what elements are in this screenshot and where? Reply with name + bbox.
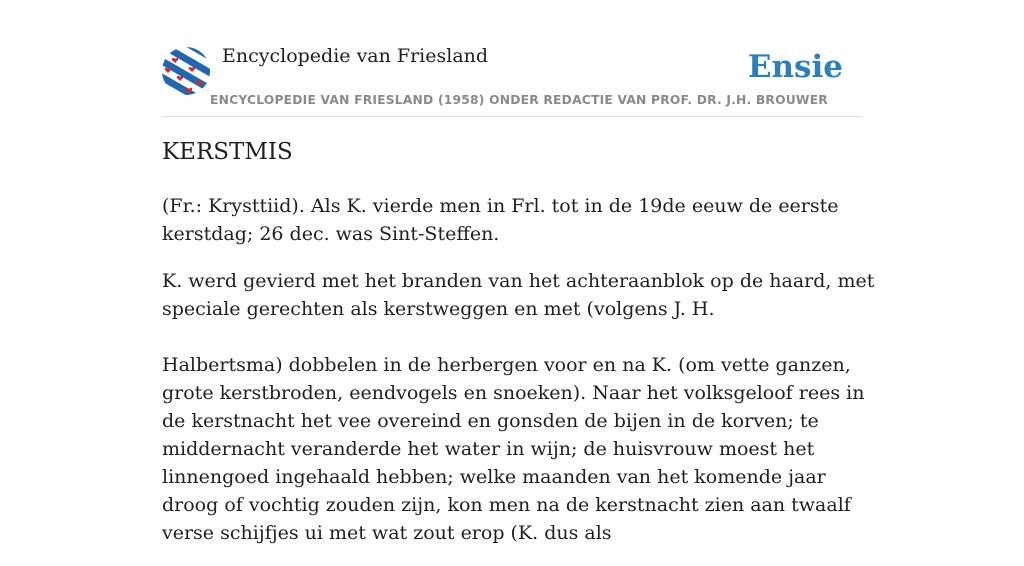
article-paragraph: Halbertsma) dobbelen in de herbergen voor en na K. (om vette ganzen, grote kerstbroden, eendvogels en snoeken). Naar het volksgeloof rees in de kerstnacht het vee overeind en gonsden de bijen in de korven; te middernacht veranderde het water in wijn; de huisvrouw moest het linnengoed ingehaald hebben; welke maanden van het komende jaar droog of vochtig zouden zijn, kon men na de kerstnacht zien aan twaalf verse schijfjes ui met wat zout erop (K. dus als bbox=[162, 354, 865, 544]
site-title[interactable]: Encyclopedie van Friesland bbox=[222, 45, 489, 67]
article-body bbox=[162, 192, 882, 566]
frisian-flag-icon[interactable] bbox=[162, 47, 210, 95]
site-header bbox=[162, 0, 862, 117]
article-paragraph: (Fr.: Krysttiid). Als K. vierde men in Frl. tot in de 19de eeuw de eerste kerstdag; 26 dec. was Sint-Steffen. bbox=[162, 195, 839, 245]
ensie-logo[interactable]: Ensie bbox=[747, 49, 843, 85]
article-paragraph: K. werd gevierd met het branden van het achteraanblok op de haard, met speciale gerechten als kerstweggen en met (volgens J. H. bbox=[162, 270, 875, 320]
encyclopedia-subtitle: ENCYCLOPEDIE VAN FRIESLAND (1958) ONDER REDACTIE VAN PROF. DR. J.H. BROUWER bbox=[210, 93, 828, 107]
article-title: KERSTMIS bbox=[162, 139, 293, 165]
page bbox=[162, 0, 875, 544]
